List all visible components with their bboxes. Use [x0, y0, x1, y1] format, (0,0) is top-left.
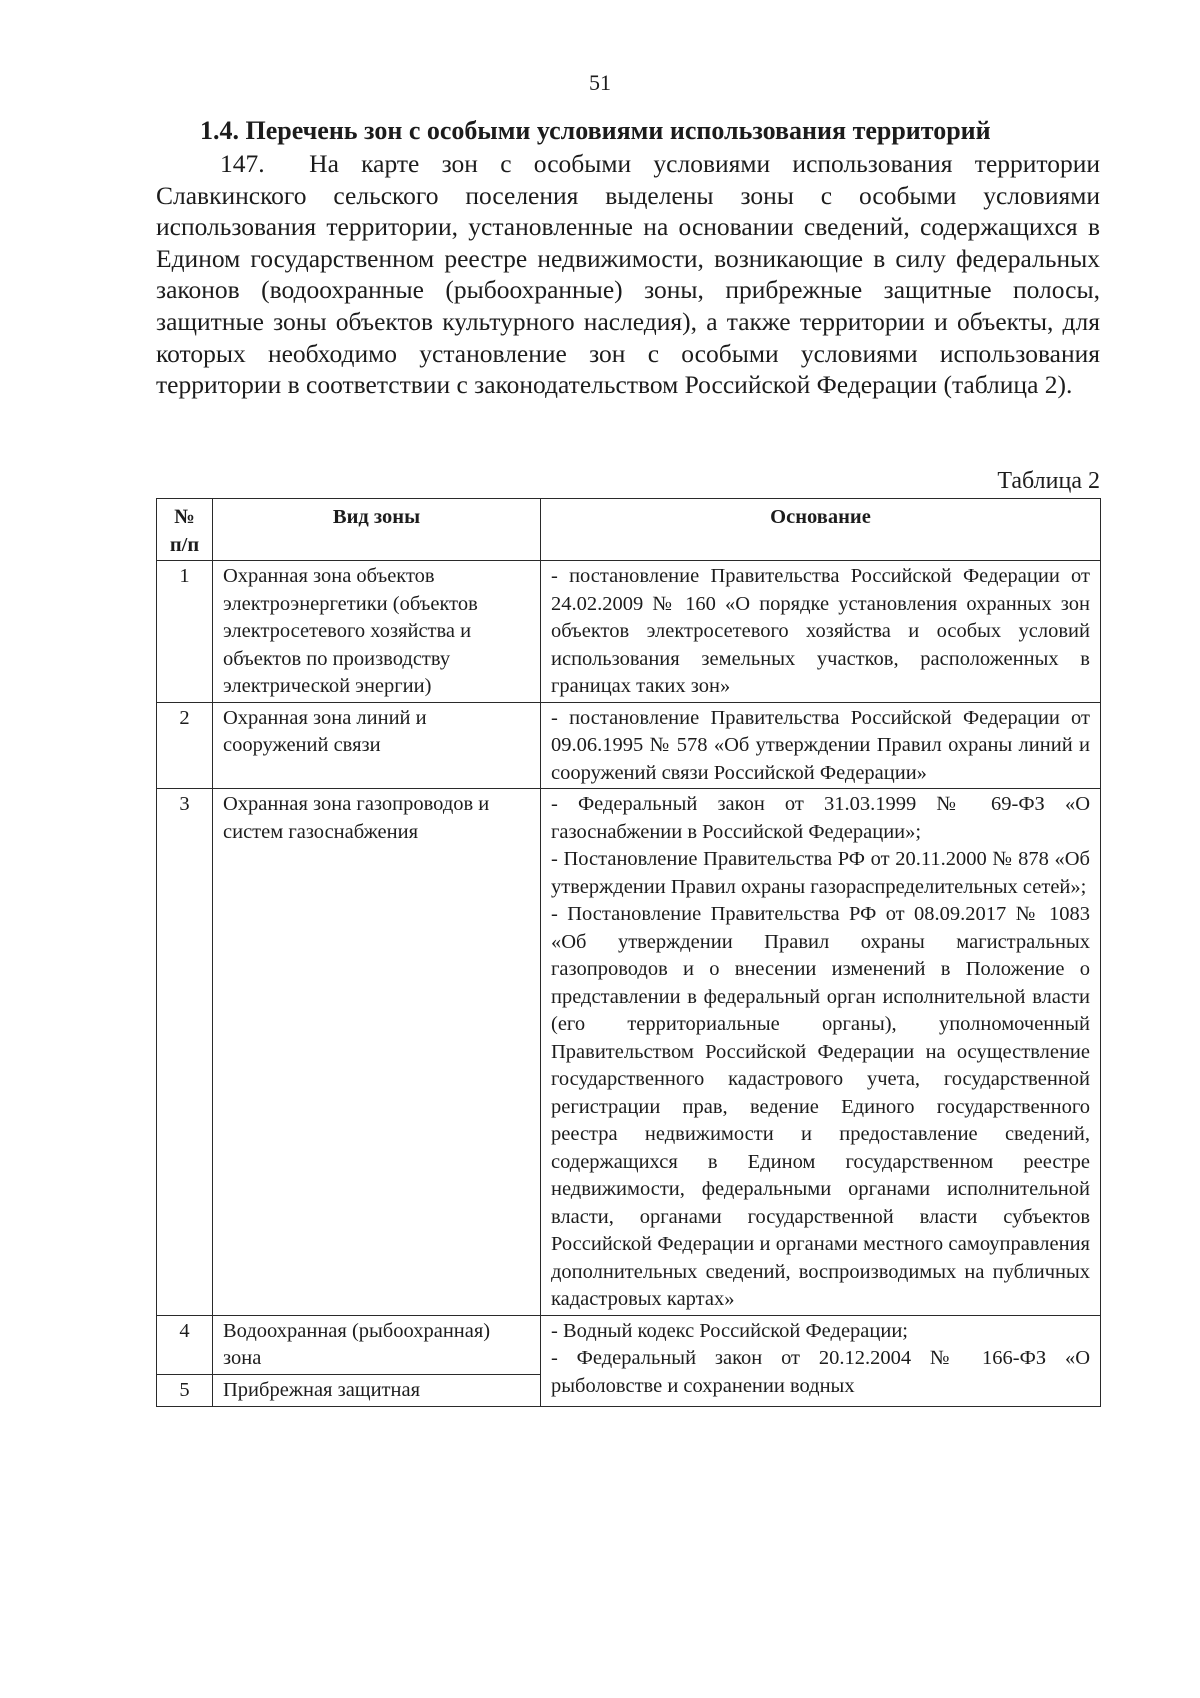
table-header-row: [157, 499, 1101, 561]
row-num: 4: [157, 1315, 213, 1374]
row-zone: Охранная зона газопроводов и систем газоснабжения: [213, 789, 541, 1316]
basis-item: - постановление Правительства Российской Федерации от 09.06.1995 № 578 «Об утверждении Правил охраны линий и сооружений связи Российской Федерации»: [551, 706, 1090, 784]
row-zone: Водоохранная (рыбоохранная) зона: [213, 1315, 541, 1374]
row-zone: Прибрежная защитная: [213, 1374, 541, 1407]
row-basis: [541, 1315, 1101, 1407]
header-zone: Вид зоны: [213, 499, 541, 561]
basis-item: - Постановление Правительства РФ от 20.11.2000 № 878 «Об утверждении Правил охраны газораспределительных сетей»;: [551, 848, 1090, 898]
basis-item: - постановление Правительства Российской Федерации от 24.02.2009 № 160 «О порядке установления охранных зон объектов электросетевого хозяйства и особых условий использования земельных участков, расположенных в границах таких зон»: [551, 565, 1090, 697]
section-heading: 1.4. Перечень зон с особыми условиями использования территорий: [200, 116, 991, 145]
row-basis: [541, 561, 1101, 703]
row-zone: Охранная зона объектов электроэнергетики (объектов электросетевого хозяйства и объектов по производству электрической энергии): [213, 561, 541, 703]
table-row: [157, 561, 1101, 703]
row-num: 2: [157, 702, 213, 789]
basis-item: - Федеральный закон от 20.12.2004 № 166-ФЗ «О рыболовстве и сохранении водных: [551, 1347, 1090, 1397]
paragraph-text: На карте зон с особыми условиями использования территории Славкинского сельского поселения выделены зоны с особыми условиями использования территории, установленные на основании сведений, содержащихся в Едином государственном реестре недвижимости, возникающие в силу федеральных законов (водоохранные (рыбоохранные) зоны, прибрежные защитные полосы, защитные зоны объектов культурного наследия), а также территории и объекты, для которых необходимо установление зон с особыми условиями использования территории в соответствии с законодательством Российской Федерации (таблица 2).: [156, 149, 1101, 400]
table-caption: Таблица 2: [997, 468, 1100, 494]
zones-table: [156, 498, 1101, 1407]
page-number: 51: [589, 70, 611, 95]
row-num: 5: [157, 1374, 213, 1407]
row-num: 3: [157, 789, 213, 1316]
row-zone: Охранная зона линий и сооружений связи: [213, 702, 541, 789]
row-num: 1: [157, 561, 213, 703]
basis-item: - Федеральный закон от 31.03.1999 № 69-ФЗ «О газоснабжении в Российской Федерации»;: [551, 793, 1090, 843]
row-basis: [541, 789, 1101, 1316]
row-basis: [541, 702, 1101, 789]
table-row: [157, 1315, 1101, 1374]
header-num: № п/п: [157, 499, 213, 561]
basis-item: - Водный кодекс Российской Федерации;: [551, 1319, 908, 1342]
basis-item: - Постановление Правительства РФ от 08.09.2017 № 1083 «Об утверждении Правил охраны магистральных газопроводов и о внесении изменений в Положение о представлении в федеральный орган исполнительной власти (его территориальные органы), уполномоченный Правительством Российской Федерации на осуществление государственного кадастрового учета, государственной регистрации прав, ведение Единого государственного реестра недвижимости и предоставление сведений, содержащихся в Едином государственном реестре недвижимости, федеральными органами исполнительной власти, органами государственной власти субъектов Российской Федерации и органами местного самоуправления дополнительных сведений, воспроизводимых на публичных кадастровых картах»: [551, 903, 1090, 1310]
table-row: [157, 789, 1101, 1316]
paragraph-number: 147.: [220, 149, 265, 178]
table-row: [157, 702, 1101, 789]
header-basis: Основание: [541, 499, 1101, 561]
paragraph-147: [156, 148, 1100, 401]
